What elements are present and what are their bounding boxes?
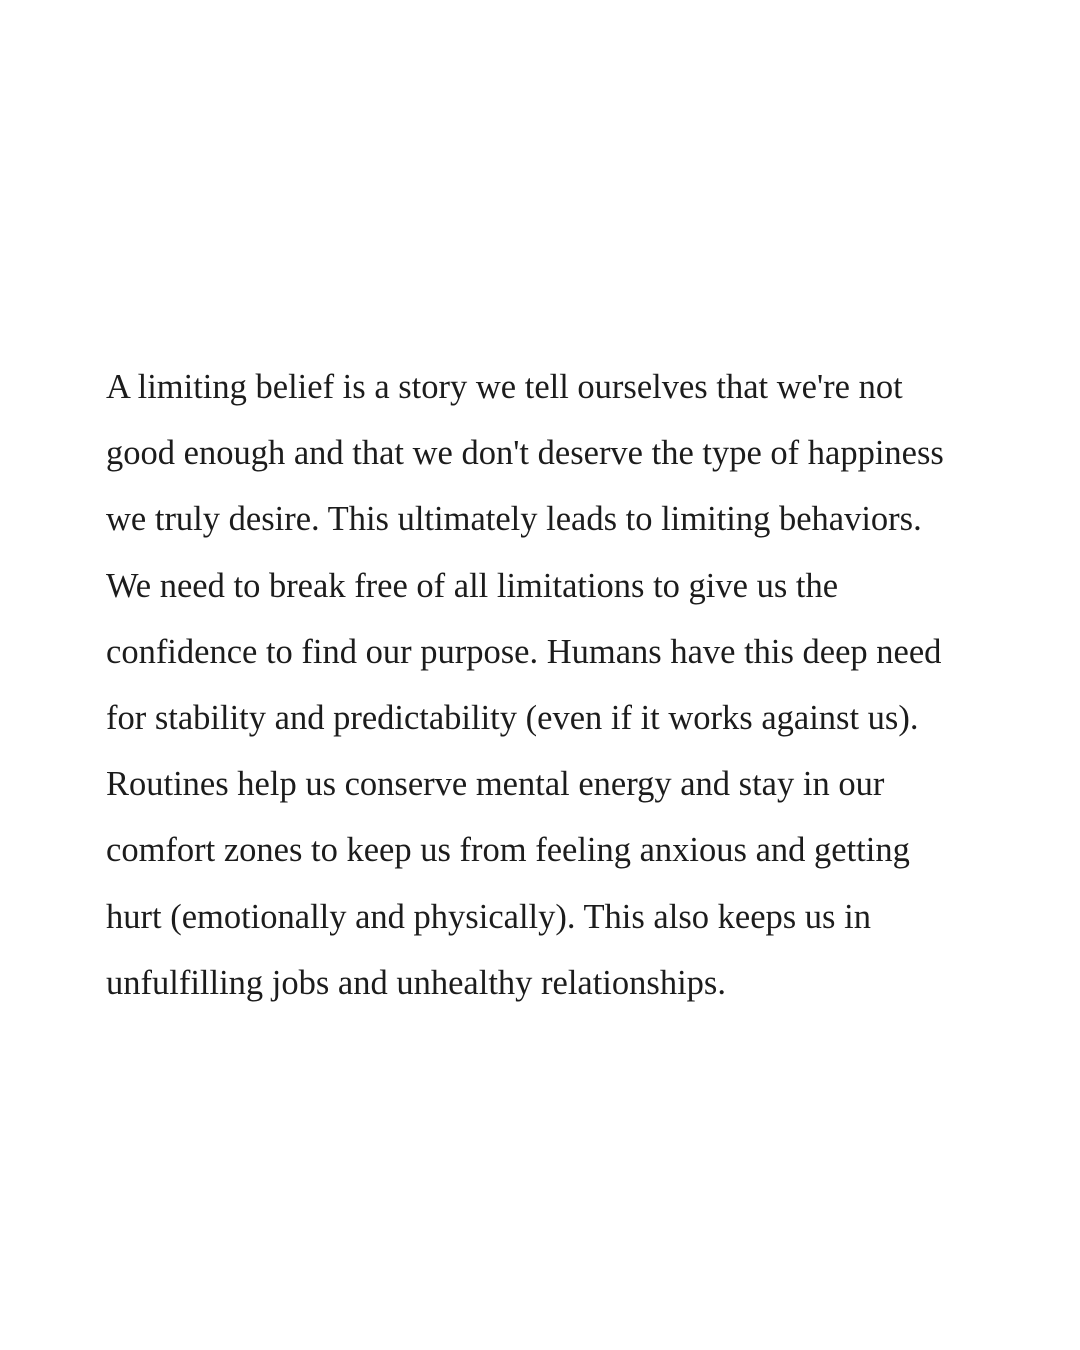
paragraph-line: good enough and that we don't deserve the type of happiness (106, 434, 944, 473)
paragraph-line: we truly desire. This ultimately leads to limiting behaviors. (106, 500, 922, 539)
paragraph-line: unfulfilling jobs and unhealthy relationships. (106, 963, 726, 1002)
paragraph-line: for stability and predictability (even if it works against us). (106, 699, 919, 738)
body-paragraph (106, 354, 1026, 1016)
paragraph-line: We need to break free of all limitations to give us the (106, 566, 839, 605)
paragraph-line: confidence to find our purpose. Humans have this deep need (106, 632, 942, 671)
paragraph-line: A limiting belief is a story we tell ourselves that we're not (106, 368, 903, 406)
paragraph-line: Routines help us conserve mental energy and stay in our (106, 765, 885, 804)
paragraph-line: comfort zones to keep us from feeling anxious and getting (106, 831, 910, 870)
paragraph-line: hurt (emotionally and physically). This also keeps us in (106, 897, 871, 936)
